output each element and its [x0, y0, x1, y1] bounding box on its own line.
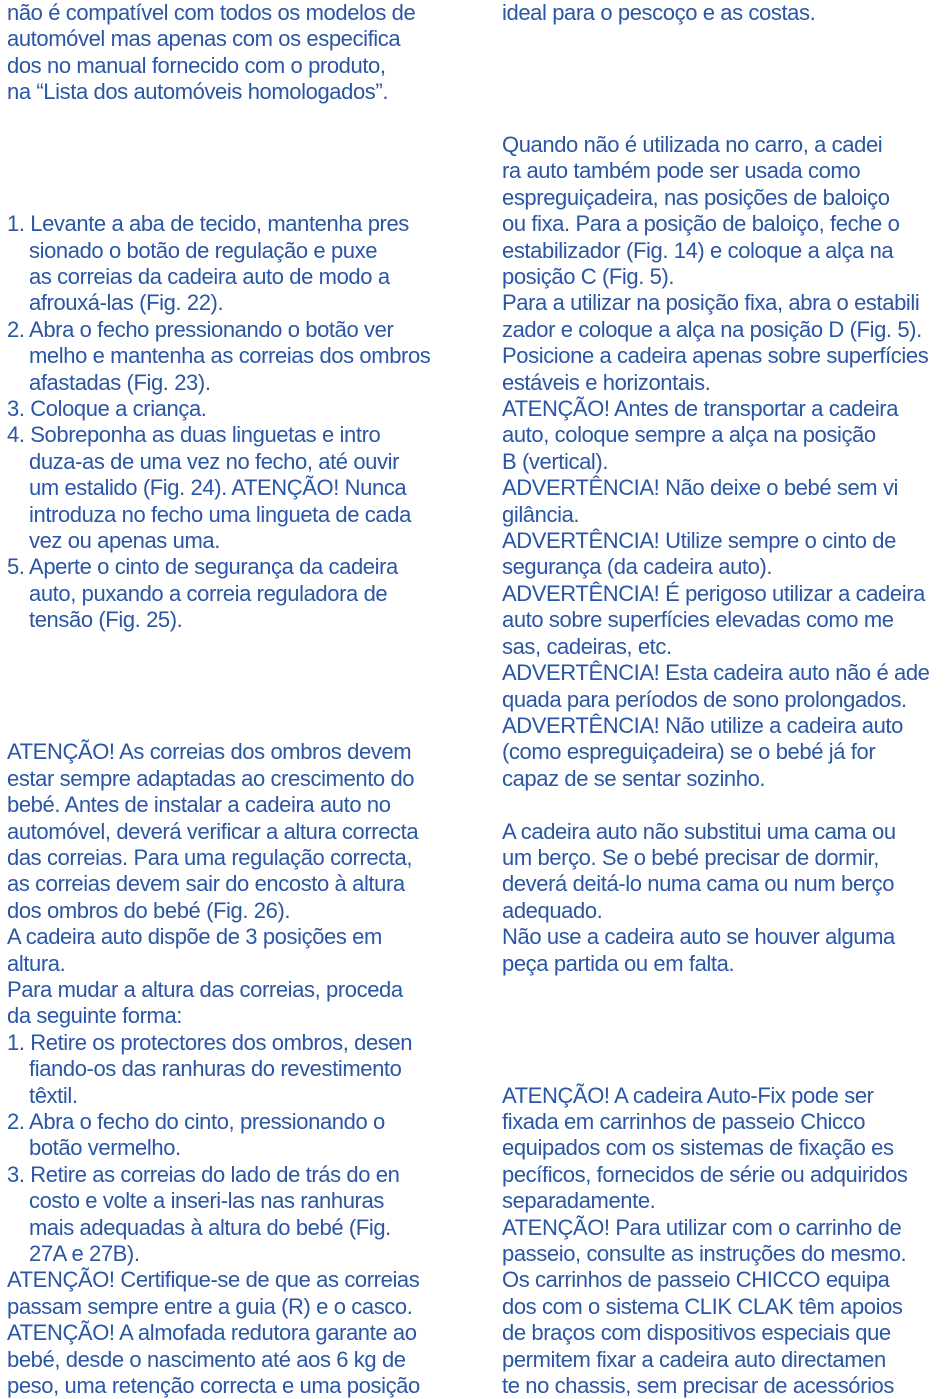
text-line: bebé, desde o nascimento até aos 6 kg de — [7, 1346, 406, 1372]
text-line: adequado. — [502, 897, 603, 923]
text-line: Quando não é utilizada no carro, a cadei — [502, 131, 883, 157]
text-line: estabilizador (Fig. 14) e coloque a alça na — [502, 237, 894, 263]
step-2 — [7, 1109, 453, 1162]
text-line: 5. Aperte o cinto de segurança da cadeira — [7, 554, 398, 580]
text-line: A cadeira auto dispõe de 3 posições em — [7, 924, 382, 950]
bed-note-section — [502, 819, 948, 977]
text-line: auto, puxando a correia reguladora de — [29, 580, 388, 606]
text-line: permitem fixar a cadeira auto directamen — [502, 1346, 886, 1372]
text-line: mais adequadas à altura do bebé (Fig. — [29, 1214, 391, 1240]
text-line: um berço. Se o bebé precisar de dormir, — [502, 844, 879, 870]
text-line: 1. Retire os protectores dos ombros, desen — [7, 1029, 413, 1055]
text-line: estáveis e horizontais. — [502, 369, 711, 395]
text-line: deverá deitá-lo numa cama ou num berço — [502, 871, 895, 897]
text-line: costo e volte a inseri-las nas ranhuras — [29, 1188, 384, 1214]
text-line: ADVERTÊNCIA! Esta cadeira auto não é ade — [502, 660, 930, 686]
text-line: 2. Abra o fecho pressionando o botão ver — [7, 316, 394, 342]
text-line: peso, uma retenção correcta e uma posição — [7, 1373, 420, 1399]
text-line: sionado o botão de regulação e puxe — [29, 237, 378, 263]
text-line: espreguiçadeira, nas posições de baloiço — [502, 184, 890, 210]
text-line: Para mudar a altura das correias, proceda — [7, 976, 403, 1002]
text-line: automóvel, deverá verificar a altura correcta — [7, 818, 419, 844]
right-column — [502, 0, 948, 1399]
text-line: estar sempre adaptadas ao crescimento do — [7, 765, 415, 791]
text-line: dos ombros do bebé (Fig. 26). — [7, 897, 291, 923]
closing-warnings — [7, 1267, 453, 1399]
strap-height-section — [7, 739, 453, 1029]
text-line: pecíficos, fornecidos de série ou adquiridos — [502, 1161, 908, 1187]
text-line: ATENÇÃO! Para utilizar com o carrinho de — [502, 1214, 902, 1240]
text-line: bebé. Antes de instalar a cadeira auto no — [7, 792, 391, 818]
text-line: Não use a cadeira auto se houver alguma — [502, 924, 895, 950]
text-line: altura. — [7, 950, 66, 976]
text-line: as correias devem sair do encosto à altura — [7, 871, 405, 897]
text-line: sas, cadeiras, etc. — [502, 633, 672, 659]
text-line: de braços com dispositivos especiais que — [502, 1320, 891, 1346]
text-line: 3. Coloque a criança. — [7, 396, 207, 422]
step-3 — [7, 1162, 453, 1268]
text-line: ideal para o pescoço e as costas. — [502, 0, 816, 25]
text-line: não é compatível com todos os modelos de — [7, 0, 416, 25]
text-line: capaz de se sentar sozinho. — [502, 765, 766, 791]
text-line: te no chassis, sem precisar de acessórios — [502, 1373, 894, 1399]
text-line: Posicione a cadeira apenas sobre superfícies — [502, 343, 929, 369]
step-1 — [7, 1030, 453, 1109]
text-line: 1. Levante a aba de tecido, mantenha pres — [7, 211, 409, 237]
text-line: auto sobre superfícies elevadas como me — [502, 607, 894, 633]
step-5 — [7, 554, 453, 633]
strap-steps-list — [7, 1030, 453, 1268]
text-line: 3. Retire as correias do lado de trás do en — [7, 1161, 400, 1187]
text-line: passam sempre entre a guia (R) e o casco. — [7, 1293, 413, 1319]
text-line: 4. Sobreponha as duas linguetas e intro — [7, 422, 381, 448]
left-column — [7, 0, 453, 1399]
text-line: fixada em carrinhos de passeio Chicco — [502, 1108, 866, 1134]
step-1 — [7, 211, 453, 317]
text-line: afrouxá-las (Fig. 22). — [29, 290, 224, 316]
text-line: ATENÇÃO! A almofada redutora garante ao — [7, 1320, 417, 1346]
text-line: ra auto também pode ser usada como — [502, 158, 861, 184]
text-line: Os carrinhos de passeio CHICCO equipa — [502, 1267, 890, 1293]
text-line: dos no manual fornecido com o produto, — [7, 52, 386, 78]
text-line: 2. Abra o fecho do cinto, pressionando o — [7, 1108, 385, 1134]
text-line: A cadeira auto não substitui uma cama ou — [502, 818, 896, 844]
text-line: da seguinte forma: — [7, 1003, 183, 1029]
text-line: ADVERTÊNCIA! Não utilize a cadeira auto — [502, 712, 903, 738]
text-line: quada para períodos de sono prolongados. — [502, 686, 907, 712]
text-line: ADVERTÊNCIA! Não deixe o bebé sem vi — [502, 475, 899, 501]
text-line: segurança (da cadeira auto). — [502, 554, 773, 580]
text-line: posição C (Fig. 5). — [502, 264, 675, 290]
text-line: ATENÇÃO! A cadeira Auto-Fix pode ser — [502, 1082, 874, 1108]
text-line: dos com o sistema CLIK CLAK têm apoios — [502, 1293, 903, 1319]
text-line: (como espreguiçadeira) se o bebé já for — [502, 739, 876, 765]
text-line: introduza no fecho uma lingueta de cada — [29, 501, 411, 527]
text-line: ADVERTÊNCIA! Utilize sempre o cinto de — [502, 528, 896, 554]
compatibility-note — [7, 0, 453, 106]
step-4 — [7, 422, 453, 554]
stroller-section — [502, 1083, 948, 1399]
text-line: Para a utilizar na posição fixa, abra o estabili — [502, 290, 920, 316]
text-line: gilância. — [502, 501, 580, 527]
text-line: equipados com os sistemas de fixação es — [502, 1135, 894, 1161]
text-line: botão vermelho. — [29, 1135, 181, 1161]
text-line: separadamente. — [502, 1188, 656, 1214]
text-line: fiando-os das ranhuras do revestimento — [29, 1056, 402, 1082]
step-3 — [7, 396, 453, 422]
text-line: na “Lista dos automóveis homologados”. — [7, 79, 389, 105]
text-line: ATENÇÃO! Antes de transportar a cadeira — [502, 396, 899, 422]
text-line: automóvel mas apenas com os especifica — [7, 26, 401, 52]
harness-steps-list — [7, 211, 453, 634]
text-line: duza-as de uma vez no fecho, até ouvir — [29, 448, 400, 474]
text-line: auto, coloque sempre a alça na posição — [502, 422, 876, 448]
text-line: peça partida ou em falta. — [502, 950, 735, 976]
text-line: tensão (Fig. 25). — [29, 607, 183, 633]
text-line: ADVERTÊNCIA! É perigoso utilizar a cadeira — [502, 580, 925, 606]
text-line: das correias. Para uma regulação correcta, — [7, 844, 413, 870]
text-line: ATENÇÃO! As correias dos ombros devem — [7, 739, 412, 765]
text-line: têxtil. — [29, 1082, 78, 1108]
text-line: zador e coloque a alça na posição D (Fig. 5). — [502, 316, 922, 342]
text-line: as correias da cadeira auto de modo a — [29, 264, 390, 290]
step-2 — [7, 317, 453, 396]
text-line: ou fixa. Para a posição de baloiço, feche o — [502, 211, 900, 237]
text-line: melho e mantenha as correias dos ombros — [29, 343, 431, 369]
rocker-section — [502, 132, 948, 792]
text-line: um estalido (Fig. 24). ATENÇÃO! Nunca — [29, 475, 407, 501]
text-line: B (vertical). — [502, 448, 609, 474]
text-line: vez ou apenas uma. — [29, 528, 220, 554]
text-line: 27A e 27B). — [29, 1241, 140, 1266]
text-line: passeio, consulte as instruções do mesmo. — [502, 1240, 907, 1266]
text-line: afastadas (Fig. 23). — [29, 369, 211, 395]
text-line: ATENÇÃO! Certifique-se de que as correias — [7, 1267, 420, 1293]
